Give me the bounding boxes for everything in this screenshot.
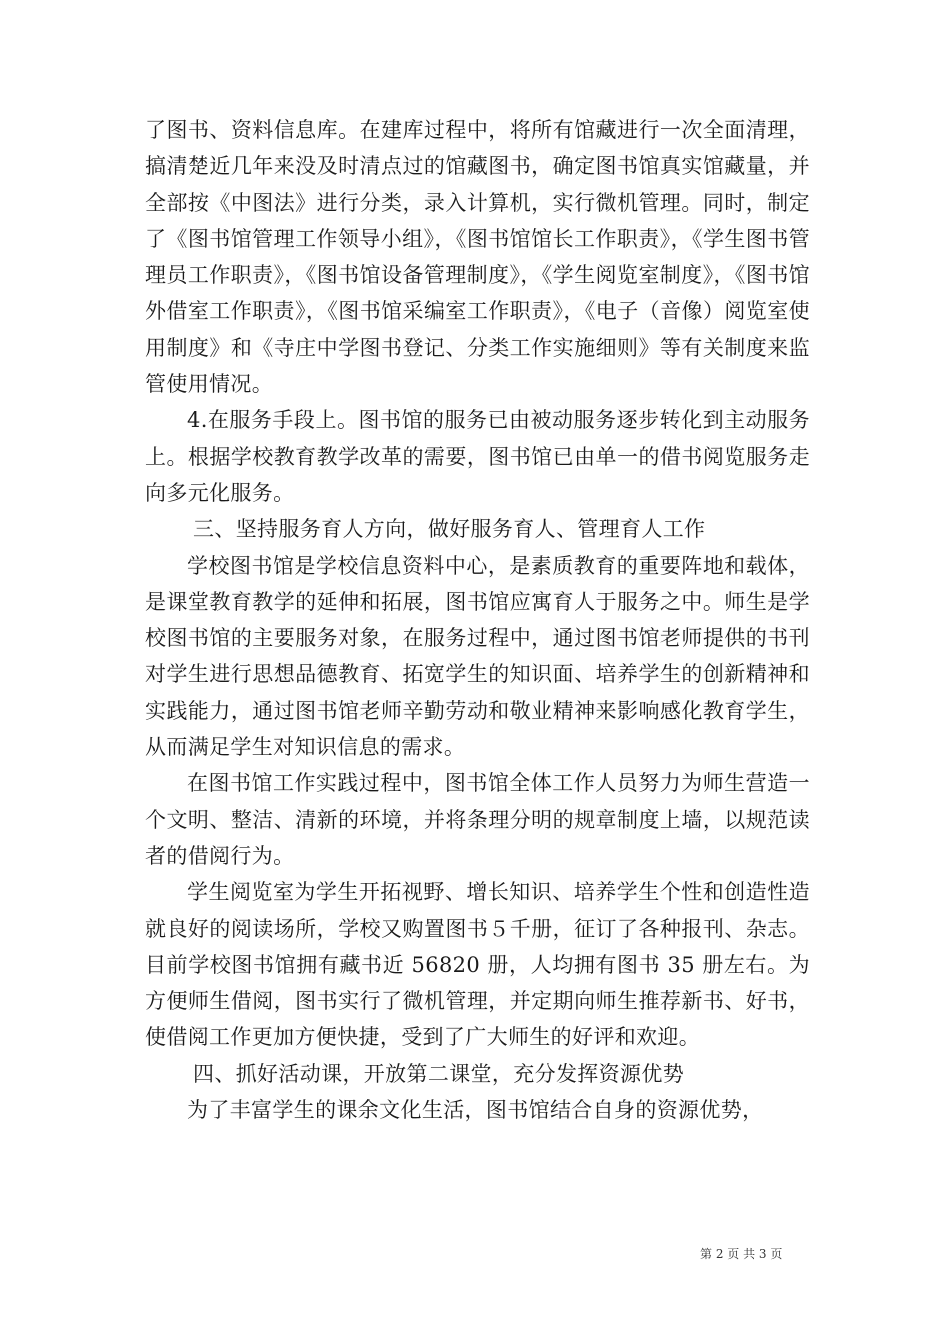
paragraph-reading-room: 学生阅览室为学生开拓视野、增长知识、培养学生个性和创造性造就良好的阅读场所，学校又购置图书５千册，征订了各种报刊、杂志。目前学校图书馆拥有藏书近 56820 册，人均拥有图书 35 册左右。为方便师生借阅，图书实行了微机管理，并定期向师生推荐新书、好书，使借阅工作更加方便快捷，受到了广大师生的好评和欢迎。 bbox=[145, 880, 810, 1050]
section-heading-three: 三、坚持服务育人方向，做好服务育人、管理育人工作 bbox=[193, 517, 706, 542]
paragraph-work-practice: 在图书馆工作实践过程中，图书馆全体工作人员努力为师生营造一个文明、整洁、清新的环境，并将条理分明的规章制度上墙，以规范读者的借阅行为。 bbox=[145, 771, 810, 868]
paragraph-extracurricular: 为了丰富学生的课余文化生活，图书馆结合自身的资源优势， bbox=[187, 1098, 764, 1123]
paragraph-library-database: 了图书、资料信息库。在建库过程中，将所有馆藏进行一次全面清理，搞清楚近几年来没及时清点过的馆藏图书，确定图书馆真实馆藏量，并全部按《中图法》进行分类，录入计算机，实行微机管理。同时，制定了《图书馆管理工作领导小组》，《图书馆馆长工作职责》，《学生图书管理员工作职责》，《图书馆设备管理制度》，《学生阅览室制度》，《图书馆外借室工作职责》，《图书馆采编室工作职责》，《电子（音像）阅览室使用制度》和《寺庄中学图书登记、分类工作实施细则》等有关制度来监管使用情况。 bbox=[145, 118, 810, 397]
document-body bbox=[145, 112, 810, 1128]
paragraph-service-means: 4.在服务手段上。图书馆的服务已由被动服务逐步转化到主动服务上。根据学校教育教学改革的需要，图书馆已由单一的借书阅览服务走向多元化服务。 bbox=[145, 408, 810, 505]
section-heading-four: 四、抓好活动课，开放第二课堂，充分发挥资源优势 bbox=[193, 1061, 685, 1086]
page-number-footer: 第 2 页 共 3 页 bbox=[700, 1247, 783, 1261]
paragraph-information-center: 学校图书馆是学校信息资料中心，是素质教育的重要阵地和载体，是课堂教育教学的延伸和拓展，图书馆应寓育人于服务之中。师生是学校图书馆的主要服务对象，在服务过程中，通过图书馆老师提供的书刊对学生进行思想品德教育、拓宽学生的知识面、培养学生的创新精神和实践能力，通过图书馆老师辛勤劳动和敬业精神来影响感化教育学生，从而满足学生对知识信息的需求。 bbox=[145, 553, 810, 760]
